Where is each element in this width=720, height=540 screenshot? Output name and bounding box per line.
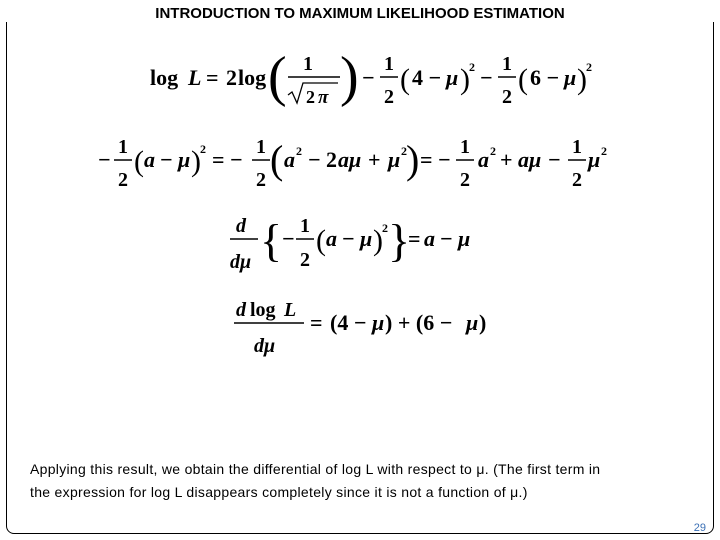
svg-text:1: 1 <box>300 215 310 237</box>
svg-text:−: − <box>160 147 173 172</box>
svg-text:μ: μ <box>178 147 191 172</box>
svg-text:−: − <box>342 226 355 251</box>
svg-text:μ: μ <box>458 226 471 251</box>
svg-text:2: 2 <box>502 86 512 108</box>
svg-text:−: − <box>480 65 493 90</box>
svg-text:log: log <box>150 65 179 90</box>
svg-text:4 −: 4 − <box>412 65 442 90</box>
svg-text:1: 1 <box>256 136 266 158</box>
equation-3 <box>228 212 488 274</box>
svg-text:1: 1 <box>502 53 512 75</box>
svg-text:(: ( <box>316 224 326 257</box>
svg-text:2: 2 <box>490 144 496 158</box>
svg-text:2: 2 <box>586 60 592 74</box>
svg-text:d: d <box>236 215 246 237</box>
equation-4 <box>234 296 494 356</box>
svg-text:+: + <box>500 147 513 172</box>
svg-text:−: − <box>440 226 453 251</box>
svg-text:): ) <box>373 224 383 257</box>
caption-line-1: Applying this result, we obtain the differential of log L with respect to μ. (The first term in <box>30 461 601 477</box>
svg-text:(: ( <box>134 145 144 178</box>
svg-text:2: 2 <box>601 144 607 158</box>
svg-text:+: + <box>368 147 381 172</box>
svg-text:2: 2 <box>118 169 128 191</box>
svg-text:{: { <box>260 215 283 266</box>
page-number: 29 <box>693 522 706 534</box>
slide-title-text: INTRODUCTION TO MAXIMUM LIKELIHOOD ESTIMATION <box>151 5 568 22</box>
svg-text:−: − <box>282 226 295 251</box>
equation-3-graphic <box>228 212 488 274</box>
svg-text:2: 2 <box>200 142 206 156</box>
svg-text:a: a <box>326 226 337 251</box>
slide-caption <box>30 458 690 504</box>
svg-text:): ) <box>577 63 587 96</box>
svg-text:μ: μ <box>388 147 401 172</box>
svg-text:2: 2 <box>469 60 475 74</box>
svg-text:μ: μ <box>372 310 385 335</box>
svg-text:dμ: dμ <box>254 335 276 357</box>
svg-text:): ) <box>406 137 420 182</box>
svg-text:a: a <box>284 147 295 172</box>
svg-text:2: 2 <box>401 144 407 158</box>
svg-text:μ: μ <box>360 226 373 251</box>
svg-text:): ) <box>191 145 201 178</box>
svg-text:): ) <box>340 46 359 108</box>
slide-title <box>0 5 720 22</box>
svg-text:2: 2 <box>384 86 394 108</box>
svg-text:2: 2 <box>572 169 582 191</box>
svg-text:μ: μ <box>466 310 479 335</box>
svg-text:1: 1 <box>303 53 313 75</box>
svg-text:log: log <box>250 299 276 321</box>
equation-2 <box>98 133 618 193</box>
svg-text:log: log <box>238 65 267 90</box>
svg-text:a: a <box>144 147 155 172</box>
svg-text:2: 2 <box>296 144 302 158</box>
svg-text:(4 −: (4 − <box>330 310 367 335</box>
svg-text:aμ: aμ <box>338 147 362 172</box>
svg-text:) + (6 −: ) + (6 − <box>385 310 453 335</box>
svg-text:L: L <box>284 299 297 321</box>
svg-text:=: = <box>408 226 421 251</box>
svg-text:=: = <box>310 310 323 335</box>
svg-text:): ) <box>460 63 470 96</box>
svg-text:L: L <box>188 65 202 90</box>
svg-text:2: 2 <box>326 147 337 172</box>
svg-text:(: ( <box>400 63 410 96</box>
svg-text:−: − <box>548 147 561 172</box>
svg-text:μ: μ <box>446 65 459 90</box>
svg-text:= −: = − <box>212 147 243 172</box>
equation-4-graphic <box>234 296 494 356</box>
svg-text:6 −: 6 − <box>530 65 560 90</box>
svg-text:2: 2 <box>256 169 266 191</box>
svg-text:= −: = − <box>420 147 451 172</box>
svg-text:=: = <box>206 65 219 90</box>
caption-line-2: the expression for log L disappears completely since it is not a function of μ.) <box>30 484 528 500</box>
svg-text:(: ( <box>518 63 528 96</box>
svg-text:}: } <box>388 215 411 266</box>
svg-text:−: − <box>98 147 111 172</box>
svg-text:(: ( <box>270 137 284 182</box>
svg-text:): ) <box>479 310 487 335</box>
svg-text:1: 1 <box>572 136 582 158</box>
svg-text:μ: μ <box>564 65 577 90</box>
svg-text:2: 2 <box>226 65 237 90</box>
svg-text:a: a <box>424 226 435 251</box>
svg-text:1: 1 <box>384 53 394 75</box>
svg-text:(: ( <box>268 46 287 108</box>
svg-text:2: 2 <box>460 169 470 191</box>
svg-text:2: 2 <box>306 87 315 107</box>
svg-text:dμ: dμ <box>230 251 252 273</box>
svg-text:2: 2 <box>300 249 310 271</box>
svg-text:1: 1 <box>460 136 470 158</box>
svg-text:π: π <box>318 87 329 108</box>
svg-text:μ: μ <box>588 147 601 172</box>
svg-text:d: d <box>236 299 246 321</box>
svg-text:−: − <box>308 147 321 172</box>
svg-text:a: a <box>478 147 489 172</box>
svg-text:1: 1 <box>118 136 128 158</box>
equation-2-graphic <box>98 133 618 193</box>
equation-1-graphic <box>150 45 590 110</box>
svg-text:aμ: aμ <box>518 147 542 172</box>
svg-text:2: 2 <box>382 221 388 235</box>
svg-text:−: − <box>362 65 375 90</box>
equation-1 <box>150 45 590 110</box>
